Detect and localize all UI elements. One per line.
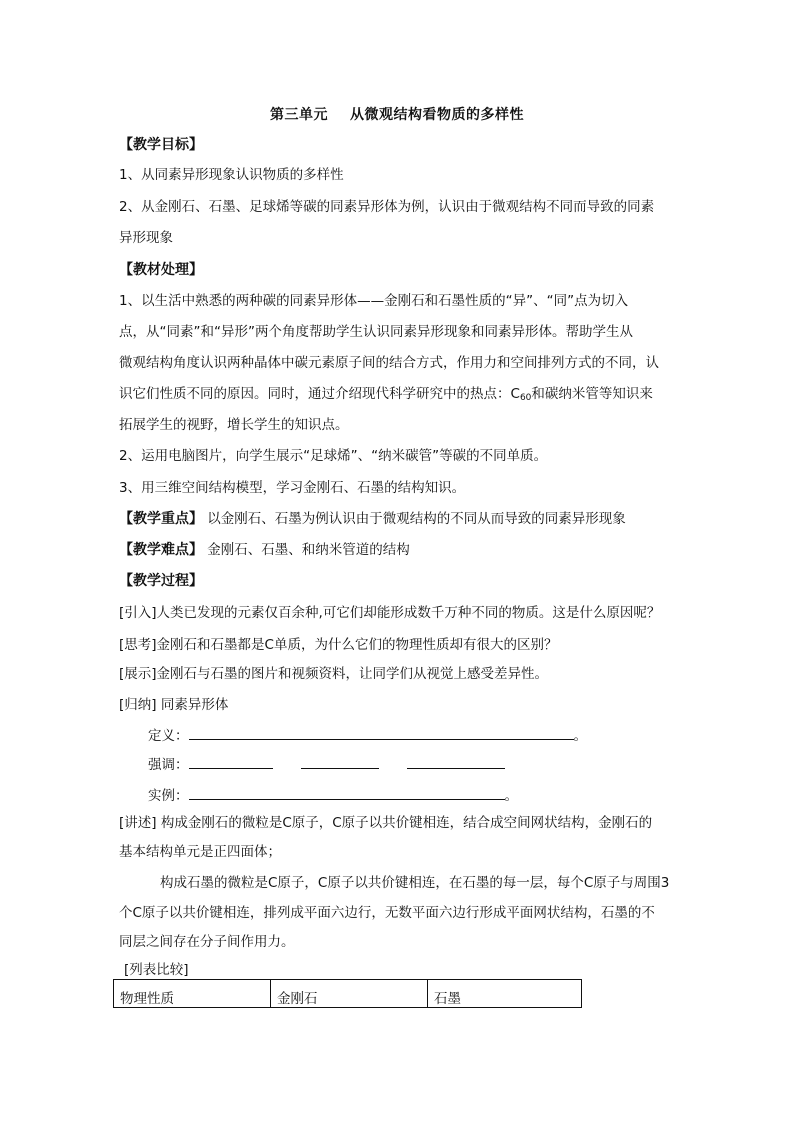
- material-line-4: [119, 385, 653, 407]
- material-line-5: 拓展学生的视野，增长学生的知识点。: [119, 417, 349, 433]
- lecture-line-4: 个C原子以共价键相连，排列成平面六边行，无数平面六边行形成平面网状结构，石墨的不: [119, 905, 655, 921]
- goal-item-2: 2、从金刚石、石墨、足球烯等碳的同素异形体为例，认识由于微观结构不同而导致的同素: [119, 199, 655, 215]
- lecture-line-2: 基本结构单元是正四面体；: [119, 844, 281, 860]
- compare-label: [列表比较]: [124, 962, 189, 978]
- definition-row: [148, 726, 587, 745]
- definition-end: 。: [573, 728, 587, 744]
- key-point: [119, 510, 626, 528]
- goals-heading: 【教学目标】: [119, 137, 203, 153]
- example-row: [148, 786, 518, 805]
- material-line-7: 3、用三维空间结构模型，学习金刚石、石墨的结构知识。: [119, 480, 466, 496]
- comparison-table: [113, 979, 582, 1008]
- material-line-2: 点，从“同素”和“异形”两个角度帮助学生认识同素异形现象和同素异形体。帮助学生从: [119, 324, 633, 340]
- example-end: 。: [504, 788, 518, 804]
- key-point-text: 以金刚石、石墨为例认识由于微观结构的不同从而导致的同素异形现象: [207, 511, 626, 527]
- emphasis-blank-1[interactable]: [189, 755, 273, 769]
- difficult-point-text: 金刚石、石墨、和纳米管道的结构: [207, 542, 410, 558]
- lecture-line-1: [讲述] 构成金刚石的微粒是C原子，C原子以共价键相连，结合成空间网状结构，金刚石的: [119, 815, 653, 831]
- definition-blank[interactable]: [189, 726, 574, 740]
- material-line-6: 2、运用电脑图片，向学生展示“足球烯”、“纳米碳管”等碳的不同单质。: [119, 448, 548, 464]
- process-think: [思考]金刚石和石墨都是C单质，为什么它们的物理性质却有很大的区别？: [119, 637, 558, 653]
- c60-subscript: 60: [519, 393, 532, 403]
- goal-item-2-cont: 异形现象: [119, 230, 173, 246]
- table-header-property: 物理性质: [114, 980, 271, 1008]
- definition-label: 定义：: [148, 728, 189, 744]
- goal-item-1: 1、从同素异形现象认识物质的多样性: [119, 167, 344, 183]
- title-topic: 从微观结构看物质的多样性: [350, 107, 524, 123]
- material-line-1: 1、以生活中熟悉的两种碳的同素异形体——金刚石和石墨性质的“异”、“同”点为切入: [119, 293, 629, 309]
- process-summary: [归纳] 同素异形体: [119, 697, 229, 713]
- table-header-row: [114, 980, 582, 1008]
- difficult-point-heading: 【教学难点】: [119, 542, 203, 558]
- emphasis-blank-2[interactable]: [301, 755, 379, 769]
- material-line-4-a: 识它们性质不同的原因。同时，通过介绍现代科学研究中的热点：C: [119, 386, 520, 402]
- material-line-4-b: 和碳纳米管等知识来: [531, 386, 653, 402]
- difficult-point: [119, 541, 410, 559]
- example-blank[interactable]: [189, 786, 505, 800]
- table-header-graphite: 石墨: [428, 980, 582, 1008]
- emphasis-blank-3[interactable]: [407, 755, 505, 769]
- emphasis-label: 强调：: [148, 757, 189, 773]
- lecture-line-5: 同层之间存在分子间作用力。: [119, 934, 295, 950]
- material-line-3: 微观结构角度认识两种晶体中碳元素原子间的结合方式，作用力和空间排列方式的不同，认: [119, 355, 659, 371]
- table-header-diamond: 金刚石: [271, 980, 428, 1008]
- process-intro: [引入]人类已发现的元素仅百余种,可它们却能形成数千万种不同的物质。这是什么原因呢？: [119, 605, 661, 621]
- emphasis-row: [148, 755, 505, 774]
- example-label: 实例：: [148, 788, 189, 804]
- lecture-line-3: 构成石墨的微粒是C原子，C原子以共价键相连，在石墨的每一层，每个C原子与周围3: [160, 875, 670, 891]
- process-show: [展示]金刚石与石墨的图片和视频资料，让同学们从视觉上感受差异性。: [119, 666, 549, 682]
- page-title: [0, 104, 794, 124]
- key-point-heading: 【教学重点】: [119, 511, 203, 527]
- material-heading: 【教材处理】: [119, 262, 203, 278]
- process-heading: 【教学过程】: [119, 573, 203, 589]
- title-unit: 第三单元: [270, 107, 328, 123]
